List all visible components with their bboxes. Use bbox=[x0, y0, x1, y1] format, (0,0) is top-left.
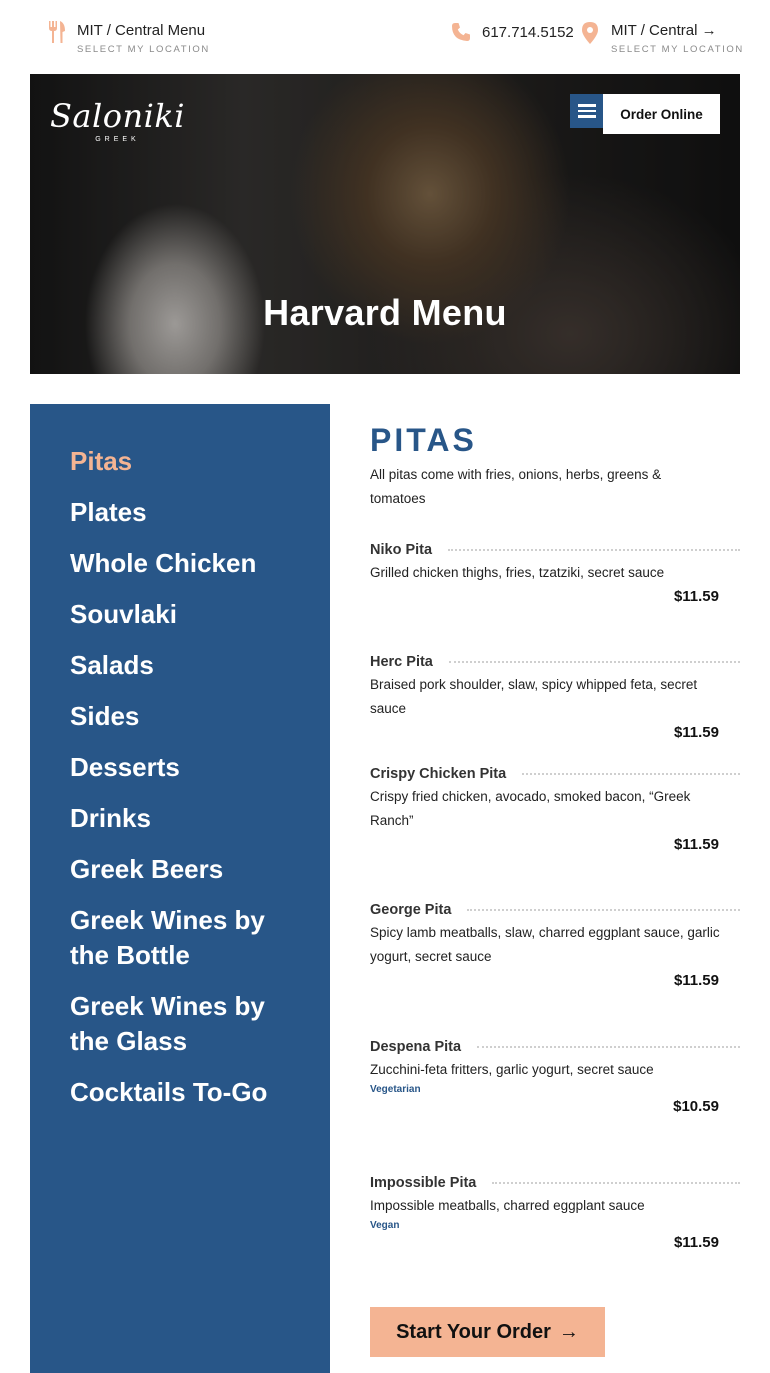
item-name: Despena Pita bbox=[370, 1039, 462, 1055]
category-desserts[interactable]: Desserts bbox=[70, 752, 180, 782]
location-title[interactable]: MIT / Central → bbox=[611, 22, 717, 39]
section-description: All pitas come with fries, onions, herbs, greens & tomatoes bbox=[370, 467, 662, 506]
fork-knife-icon bbox=[48, 20, 66, 44]
item-description: Braised pork shoulder, slaw, spicy whipped feta, secret sauce bbox=[370, 677, 698, 716]
category-souvlaki[interactable]: Souvlaki bbox=[70, 599, 177, 629]
hamburger-menu-button[interactable] bbox=[570, 94, 604, 128]
item-name: Niko Pita bbox=[370, 542, 433, 558]
order-online-button[interactable]: Order Online bbox=[603, 94, 720, 134]
phone-number[interactable]: 617.714.5152 bbox=[482, 23, 574, 41]
menu-item bbox=[370, 1175, 740, 1251]
category-greek-wines-glass[interactable]: Greek Wines by the Glass bbox=[70, 991, 265, 1056]
dotted-leader bbox=[448, 549, 740, 551]
menu-item bbox=[370, 654, 740, 741]
item-description: Spicy lamb meatballs, slaw, charred eggplant sauce, garlic yogurt, secret sauce bbox=[370, 925, 720, 964]
item-name: George Pita bbox=[370, 902, 452, 918]
item-price: $11.59 bbox=[673, 972, 719, 989]
dotted-leader bbox=[522, 773, 740, 775]
item-price: $11.59 bbox=[673, 588, 719, 605]
start-order-button[interactable] bbox=[370, 1307, 605, 1357]
category-sides[interactable]: Sides bbox=[70, 701, 140, 731]
category-greek-beers[interactable]: Greek Beers bbox=[70, 854, 224, 884]
menu-title[interactable]: MIT / Central Menu bbox=[77, 22, 206, 39]
category-cocktails-to-go[interactable]: Cocktails To-Go bbox=[70, 1077, 268, 1107]
hamburger-icon bbox=[578, 104, 596, 107]
item-price: $11.59 bbox=[673, 724, 719, 741]
vegetarian-tag: Vegetarian bbox=[370, 1084, 421, 1095]
hamburger-icon bbox=[578, 115, 596, 118]
item-price: $10.59 bbox=[673, 1098, 719, 1115]
category-whole-chicken[interactable]: Whole Chicken bbox=[70, 548, 257, 578]
menu-section bbox=[370, 420, 740, 1251]
section-title: PITAS bbox=[370, 422, 477, 458]
menu-location-selector[interactable] bbox=[48, 20, 210, 55]
logo-subtitle: GREEK bbox=[95, 136, 140, 143]
item-price: $11.59 bbox=[673, 1234, 719, 1251]
saloniki-logo[interactable] bbox=[50, 98, 185, 143]
category-plates[interactable]: Plates bbox=[70, 497, 147, 527]
menu-select-location[interactable]: SELECT MY LOCATION bbox=[77, 44, 210, 55]
top-bar bbox=[0, 0, 770, 74]
menu-item bbox=[370, 902, 740, 989]
vegan-tag: Vegan bbox=[370, 1220, 400, 1231]
dotted-leader bbox=[467, 909, 740, 911]
phone-link[interactable] bbox=[451, 22, 574, 42]
item-price: $11.59 bbox=[673, 836, 719, 853]
item-description: Grilled chicken thighs, fries, tzatziki, secret sauce bbox=[370, 565, 665, 580]
hero-banner bbox=[30, 74, 740, 374]
dotted-leader bbox=[477, 1046, 740, 1048]
item-name: Herc Pita bbox=[370, 654, 433, 670]
category-pitas[interactable]: Pitas bbox=[70, 446, 133, 476]
item-name: Impossible Pita bbox=[370, 1175, 477, 1191]
dotted-leader bbox=[449, 661, 740, 663]
hamburger-icon bbox=[578, 110, 596, 113]
category-salads[interactable]: Salads bbox=[70, 650, 154, 680]
arrow-right-icon: → bbox=[558, 1320, 579, 1343]
item-description: Crispy fried chicken, avocado, smoked bacon, “Greek Ranch” bbox=[370, 789, 691, 828]
item-name: Crispy Chicken Pita bbox=[370, 766, 507, 782]
menu-item bbox=[370, 766, 740, 853]
category-greek-wines-bottle[interactable]: Greek Wines by the Bottle bbox=[70, 905, 265, 970]
page-title: Harvard Menu bbox=[263, 292, 507, 333]
menu-item bbox=[370, 542, 740, 605]
category-sidebar bbox=[30, 404, 330, 1373]
item-description: Zucchini-feta fritters, garlic yogurt, secret sauce bbox=[370, 1062, 654, 1077]
phone-icon bbox=[451, 22, 471, 42]
location-selector[interactable] bbox=[582, 20, 744, 55]
start-order-label: Start Your Order bbox=[396, 1320, 551, 1343]
map-pin-icon bbox=[582, 22, 598, 44]
menu-item bbox=[370, 1039, 740, 1115]
dotted-leader bbox=[492, 1182, 740, 1184]
logo-wordmark: Saloniki bbox=[50, 97, 185, 135]
location-select-label[interactable]: SELECT MY LOCATION bbox=[611, 44, 744, 55]
category-drinks[interactable]: Drinks bbox=[70, 803, 151, 833]
item-description: Impossible meatballs, charred eggplant sauce bbox=[370, 1198, 645, 1213]
